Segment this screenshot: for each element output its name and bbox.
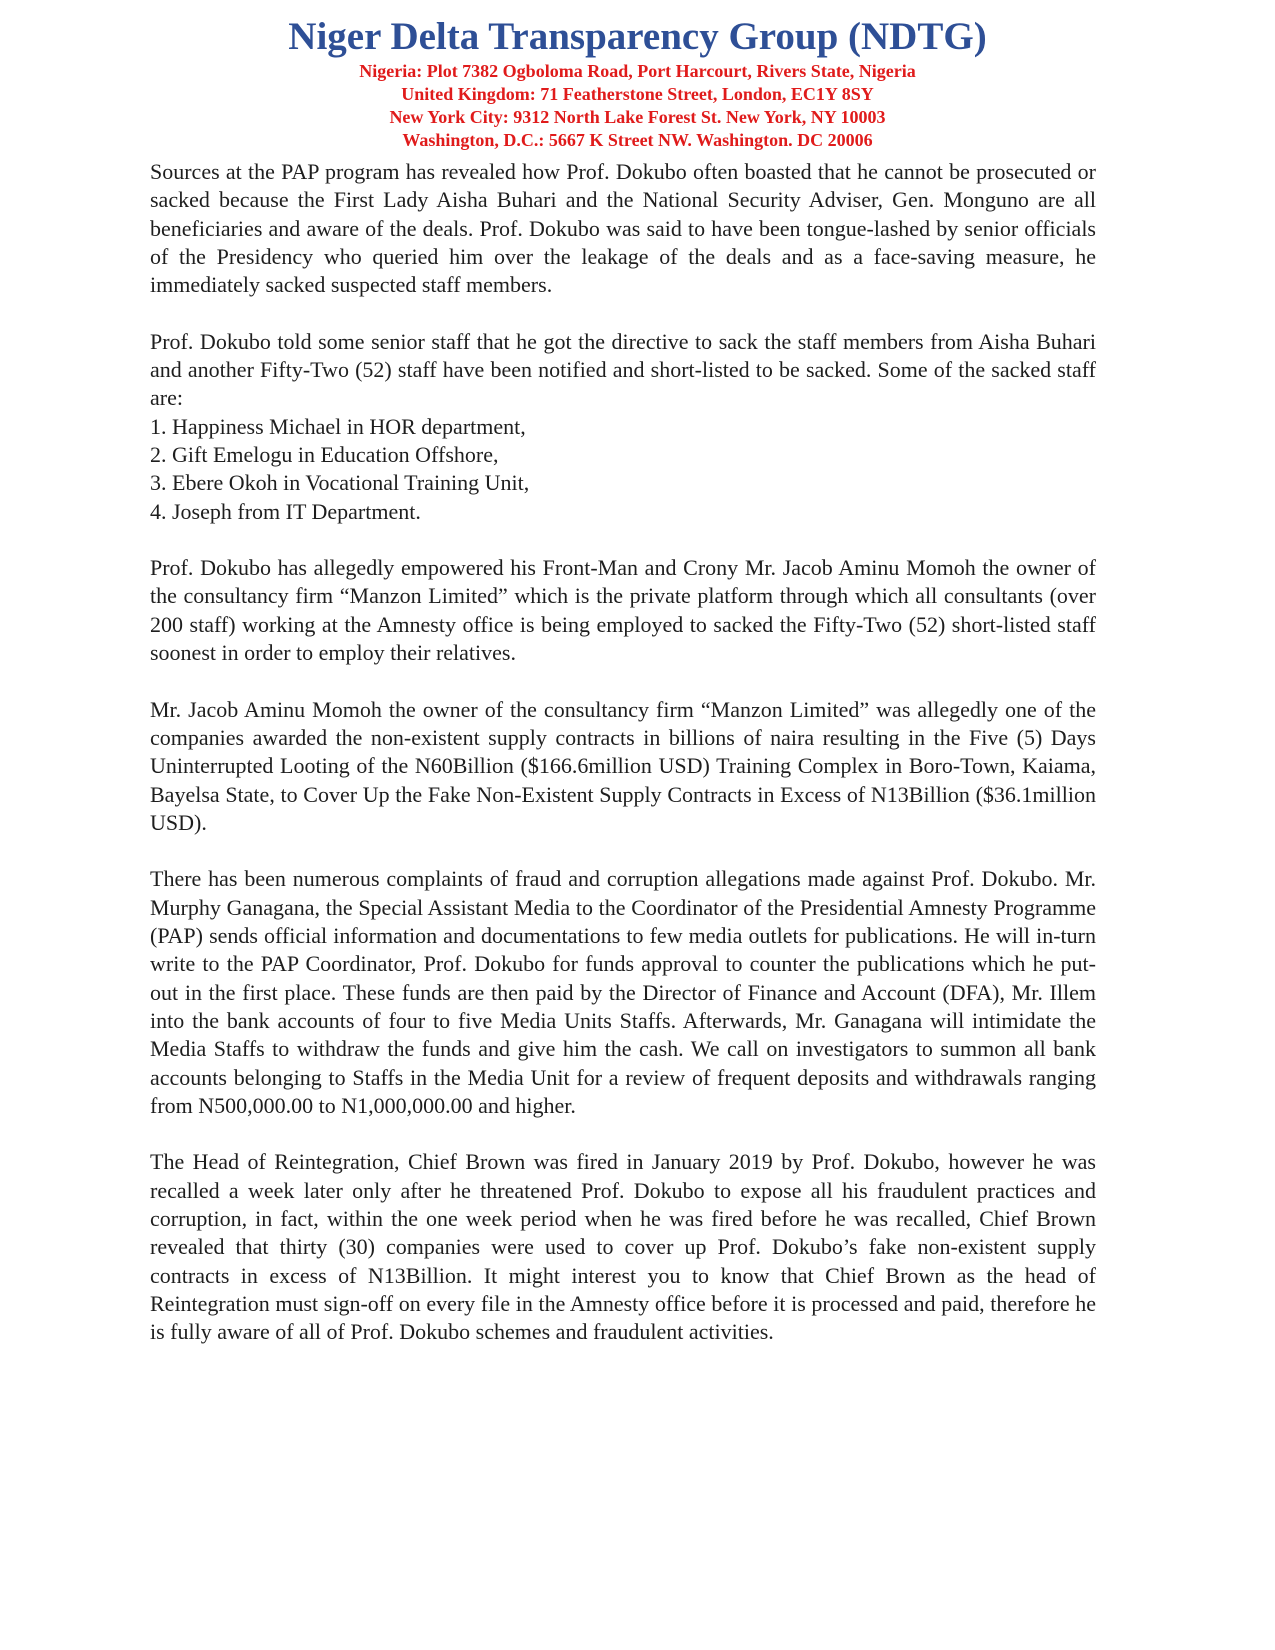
address-new-york: New York City: 9312 North Lake Forest St. New York, NY 10003 bbox=[389, 107, 886, 127]
paragraph-head-of-reintegration: The Head of Reintegration, Chief Brown was fired in January 2019 by Prof. Dokubo, however he was recalled a week later only after he threatened Prof. Dokubo to expose all his fraudulent practices and corruption, in fact, within the one week period when he was fired before he was recalled, Chief Brown revealed that thirty (30) companies were used to cover up Prof. Dokubo’s fake non-existent supply contracts in excess of N13Billion. It might interest you to know that Chief Brown as the head of Reintegration must sign-off on every file in the Amnesty office before it is processed and paid, therefore he is fully aware of all of Prof. Dokubo schemes and fraudulent activities. bbox=[150, 1149, 1096, 1345]
address-washington-dc: Washington, D.C.: 5667 K Street NW. Washington. DC 20006 bbox=[402, 130, 873, 150]
document-body bbox=[150, 158, 1096, 1375]
letterhead bbox=[0, 14, 1275, 152]
paragraph-sack-directive: Prof. Dokubo told some senior staff that he got the directive to sack the staff members from Aisha Buhari and another Fifty-Two (52) staff have been notified and short-listed to be sacked. Some of the sacked staff are: bbox=[150, 328, 1096, 411]
address-united-kingdom: United Kingdom: 71 Featherstone Street, London, EC1Y 8SY bbox=[401, 84, 874, 104]
paragraph-presidency-deals: Sources at the PAP program has revealed how Prof. Dokubo often boasted that he cannot be prosecuted or sacked because the First Lady Aisha Buhari and the National Security Adviser, Gen. Monguno are all beneficiaries and aware of the deals. Prof. Dokubo was said to have been tongue-lashed by senior officials of the Presidency who queried him over the leakage of the deals and as a face-saving measure, he immediately sacked suspected staff members. bbox=[150, 159, 1096, 298]
list-item: 3. Ebere Okoh in Vocational Training Unit, bbox=[150, 470, 530, 496]
list-item: 4. Joseph from IT Department. bbox=[150, 498, 421, 524]
list-item: 2. Gift Emelogu in Education Offshore, bbox=[150, 441, 499, 467]
list-item: 1. Happiness Michael in HOR department, bbox=[150, 413, 526, 439]
address-nigeria: Nigeria: Plot 7382 Ogboloma Road, Port Harcourt, Rivers State, Nigeria bbox=[359, 61, 916, 81]
paragraph-front-man: Prof. Dokubo has allegedly empowered his Front-Man and Crony Mr. Jacob Aminu Momoh the owner of the consultancy firm “Manzon Limited” which is the private platform through which all consultants (over 200 staff) working at the Amnesty office is being employed to sacked the Fifty-Two (52) short-listed staff soonest in order to employ their relatives. bbox=[150, 555, 1096, 666]
sacked-staff-list bbox=[150, 413, 1096, 526]
organization-name: Niger Delta Transparency Group (NDTG) bbox=[288, 15, 987, 58]
paragraph-manzon-contracts: Mr. Jacob Aminu Momoh the owner of the consultancy firm “Manzon Limited” was allegedly one of the companies awarded the non-existent supply contracts in billions of naira resulting in the Five (5) Days Uninterrupted Looting of the N60Billion ($166.6million USD) Training Complex in Boro-Town, Kaiama, Bayelsa State, to Cover Up the Fake Non-Existent Supply Contracts in Excess of N13Billion ($36.1million USD). bbox=[150, 696, 1096, 835]
paragraph-media-unit: There has been numerous complaints of fraud and corruption allegations made against Prof. Dokubo. Mr. Murphy Ganagana, the Special Assistant Media to the Coordinator of the Presidential Amnesty Programme (PAP) sends official information and documentations to few media outlets for publications. He will in-turn write to the PAP Coordinator, Prof. Dokubo for funds approval to counter the publications which he put-out in the first place. These funds are then paid by the Director of Finance and Account (DFA), Mr. Illem into the bank accounts of four to five Media Units Staffs. Afterwards, Mr. Ganagana will intimidate the Media Staffs to withdraw the funds and give him the cash. We call on investigators to summon all bank accounts belonging to Staffs in the Media Unit for a review of frequent deposits and withdrawals ranging from N500,000.00 to N1,000,000.00 and higher. bbox=[150, 866, 1096, 1118]
